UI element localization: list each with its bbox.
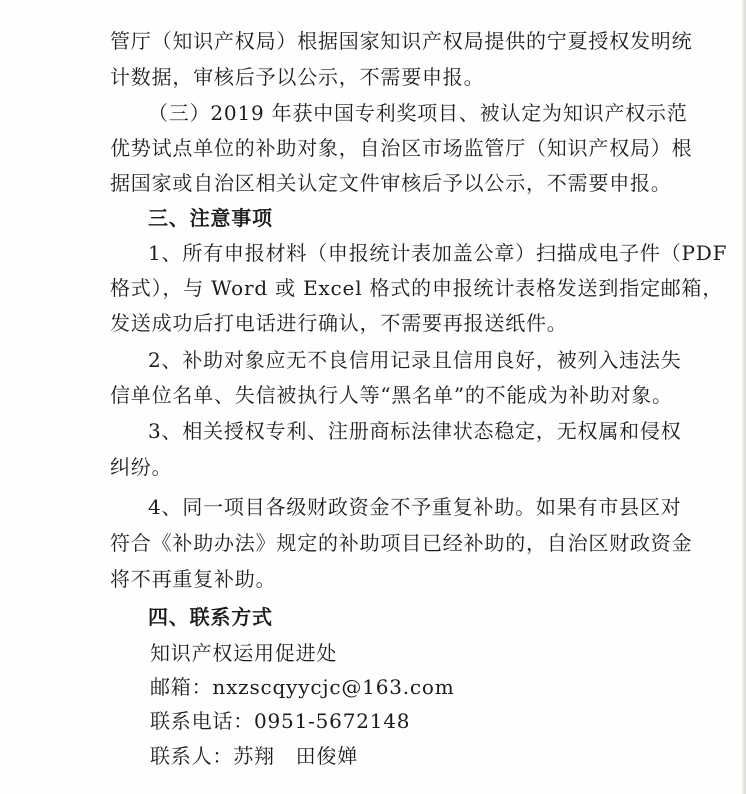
paragraph-line: 3、相关授权专利、注册商标法律状态稳定，无权属和侵权 xyxy=(148,419,682,443)
contact-person: 联系人：苏翔 田俊婵 xyxy=(150,744,358,768)
contact-department: 知识产权运用促进处 xyxy=(150,641,338,665)
contact-email: 邮箱：nxzscqyycjc@163.com xyxy=(150,675,455,699)
section-heading: 三、注意事项 xyxy=(148,206,273,230)
paragraph-line: （三）2019 年获中国专利奖项目、被认定为知识产权示范 xyxy=(148,101,688,125)
paragraph-line: 纠纷。 xyxy=(110,455,173,479)
paragraph-line: 据国家或自治区相关认定文件审核后予以公示，不需要申报。 xyxy=(110,171,672,195)
page-edge xyxy=(742,0,746,794)
paragraph-line: 格式），与 Word 或 Excel 格式的申报统计表格发送到指定邮箱， xyxy=(110,276,724,300)
paragraph-line: 符合《补助办法》规定的补助项目已经补助的，自治区财政资金 xyxy=(110,531,693,555)
paragraph-line: 将不再重复补助。 xyxy=(110,567,277,591)
paragraph-line: 信单位名单、失信被执行人等“黑名单”的不能成为补助对象。 xyxy=(110,383,673,407)
paragraph-line: 发送成功后打电话进行确认，不需要再报送纸件。 xyxy=(110,311,568,335)
paragraph-line: 管厅（知识产权局）根据国家知识产权局提供的宁夏授权发明统 xyxy=(110,29,693,53)
section-heading: 四、联系方式 xyxy=(148,605,273,629)
paragraph-line: 2、补助对象应无不良信用记录且信用良好，被列入违法失 xyxy=(148,348,682,372)
paragraph-line: 1、所有申报材料（申报统计表加盖公章）扫描成电子件（PDF xyxy=(148,241,728,265)
paragraph-line: 4、同一项目各级财政资金不予重复补助。如果有市县区对 xyxy=(148,495,682,519)
paragraph-line: 计数据，审核后予以公示，不需要申报。 xyxy=(110,65,485,89)
contact-phone: 联系电话：0951-5672148 xyxy=(150,709,411,733)
paragraph-line: 优势试点单位的补助对象，自治区市场监管厅（知识产权局）根 xyxy=(110,136,693,160)
